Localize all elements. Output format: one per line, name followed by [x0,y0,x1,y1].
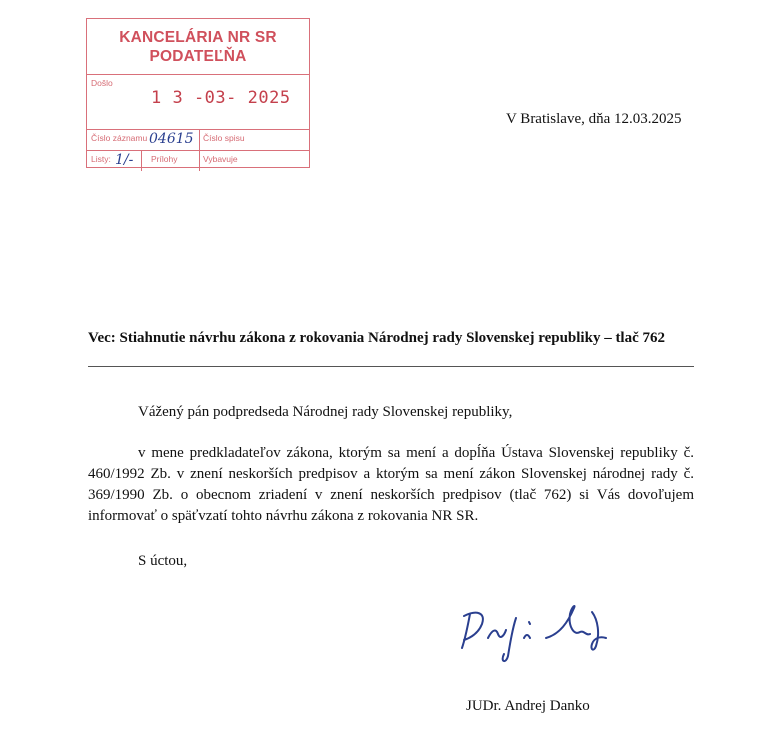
stamp-received-row [87,75,309,130]
stamp-attachments-label: Prílohy [151,154,178,164]
signer-name: JUDr. Andrej Danko [466,698,590,714]
signature-icon [450,600,630,670]
stamp-record-number: 04615 [149,131,194,147]
stamp-office-name: KANCELÁRIA NR SR [119,29,277,46]
stamp-sheets-row [87,151,309,171]
stamp-received-label: Došlo [91,78,113,88]
stamp-registry-name: PODATEĽŇA [149,48,247,65]
stamp-sheets-label: Listy: [91,154,111,164]
stamp-record-number-label: Číslo záznamu [91,133,148,143]
stamp-divider [199,130,200,150]
stamp-received-date: 1 3 -03- 2025 [151,88,291,108]
letter-subject: Vec: Stiahnutie návrhu zákona z rokovania Národnej rady Slovenskej republiky – tlač 762 [88,330,666,346]
stamp-number-row [87,130,309,151]
stamp-divider [199,151,200,171]
stamp-handled-by-label: Vybavuje [203,154,238,164]
registry-stamp [86,18,310,168]
salutation: Vážený pán podpredseda Národnej rady Slovenskej republiky, [138,404,513,420]
stamp-divider [141,151,142,171]
stamp-file-number-label: Číslo spisu [203,133,245,143]
closing-phrase: S úctou, [138,553,188,569]
letter-body [88,443,694,527]
stamp-sheets-value: 1/- [115,152,134,168]
letter-body-paragraph: v mene predkladateľov zákona, ktorým sa mení a dopĺňa Ústava Slovenskej republiky č. 460/1992 Zb. v znení neskorších predpisov a ktorým sa mení zákon Slovenskej národnej rady č. 369/1990 Zb. o obecnom zriadení v znení neskorších predpisov (tlač 762) si Vás dovoľujem informovať o späťvzatí tohto návrhu zákona z rokovania NR SR. [88,445,694,524]
subject-underline [88,366,694,367]
place-and-date: V Bratislave, dňa 12.03.2025 [506,111,682,127]
stamp-header [87,19,309,75]
